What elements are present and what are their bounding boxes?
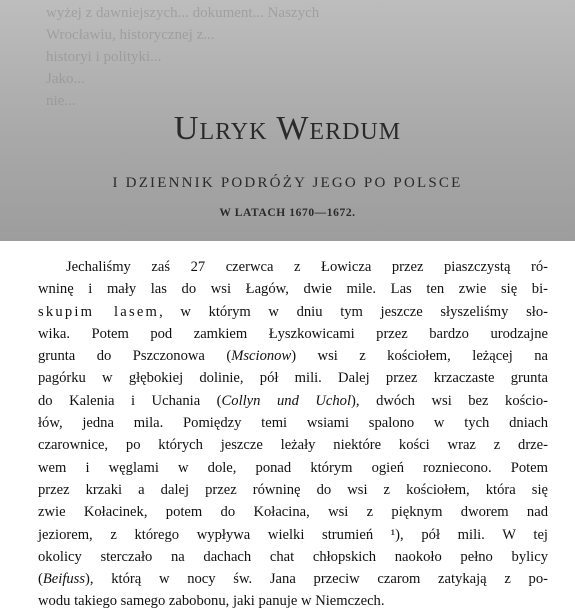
text-line <box>38 301 548 323</box>
spaced-emphasis: skupim lasem <box>38 303 160 320</box>
text-line <box>38 568 548 590</box>
text-line: jeziorem, z którego wypływa wielki strumień ¹), pół mili. W tej <box>38 526 548 543</box>
page-header-scan <box>0 0 575 241</box>
chapter-title: Ulryk Werdum <box>173 110 402 147</box>
text-fragment: ( <box>38 571 43 588</box>
text-line: okolicy sterczało na dachach chat chłopskich naokoło pełno bylicy <box>38 548 548 565</box>
text-fragment: grunta do Pszczonowa ( <box>38 348 232 365</box>
italic-term: Beifuss <box>42 571 86 588</box>
text-line: wodu takiego samego zabobonu, jaki panuje w Niemczech. <box>38 593 385 610</box>
italic-placename: Collyn und Uchol <box>221 392 352 409</box>
ghost-line: nie... <box>46 93 76 109</box>
bleed-through-text <box>46 2 566 112</box>
chapter-subtitle: I DZIENNIK PODRÓŻY JEGO PO POLSCE <box>112 175 463 191</box>
text-line: wem i węglami w dole, ponad którym ogień rozniecono. Potem <box>38 459 548 476</box>
ghost-line: wyżej z dawniejszych... dokument... Naszych <box>46 5 320 21</box>
text-line: wninę i mały las do wsi Łagów, dwie mile. Las ten zwie się bi- <box>38 281 548 298</box>
text-line: przez krzaki a dalej przez równinę do wsi z kościołem, która się <box>38 481 548 498</box>
text-line: czarownice, po których jeszcze leżały niektóre kości wraz z drze- <box>38 437 548 454</box>
text-line <box>38 345 548 367</box>
ghost-line: Wrocławiu, historycznej z... <box>46 27 215 43</box>
chapter-years: W LATACH 1670—1672. <box>219 207 356 219</box>
text-fragment: , w którym w dniu tym jeszcze słyszeliśmy sło- <box>159 303 548 320</box>
ghost-line: Jako... <box>46 71 85 87</box>
text-fragment: ), którą w nocy św. Jana przeciw czarom zatykają z po- <box>85 571 548 588</box>
text-line <box>38 390 548 412</box>
text-line: Jechaliśmy zaś 27 czerwca z Łowicza przez piaszczystą ró- <box>66 259 548 275</box>
body-paragraph <box>38 256 548 613</box>
ghost-line: historyi i polityki... <box>46 49 162 65</box>
text-fragment: ) wsi z kościołem, leżącej na <box>291 348 548 365</box>
text-fragment: do Kalenia i Uchania ( <box>38 392 222 409</box>
text-line: wika. Potem pod zamkiem Łyszkowicami przez bardzo urodzajne <box>38 325 548 342</box>
text-line: łów, jedna mila. Pomiędzy temi wsiami spalono w tych dniach <box>38 415 548 432</box>
text-fragment: ), dwóch wsi bez kościo- <box>351 392 548 409</box>
text-line: pagórku w głębokiej dolinie, pół mili. Dalej przez krzaczaste grunta <box>38 370 548 387</box>
italic-placename: Mscionow <box>231 348 292 365</box>
text-line: zwie Kołacinek, potem do Kołacina, wsi z pięknym dworem nad <box>38 504 548 521</box>
